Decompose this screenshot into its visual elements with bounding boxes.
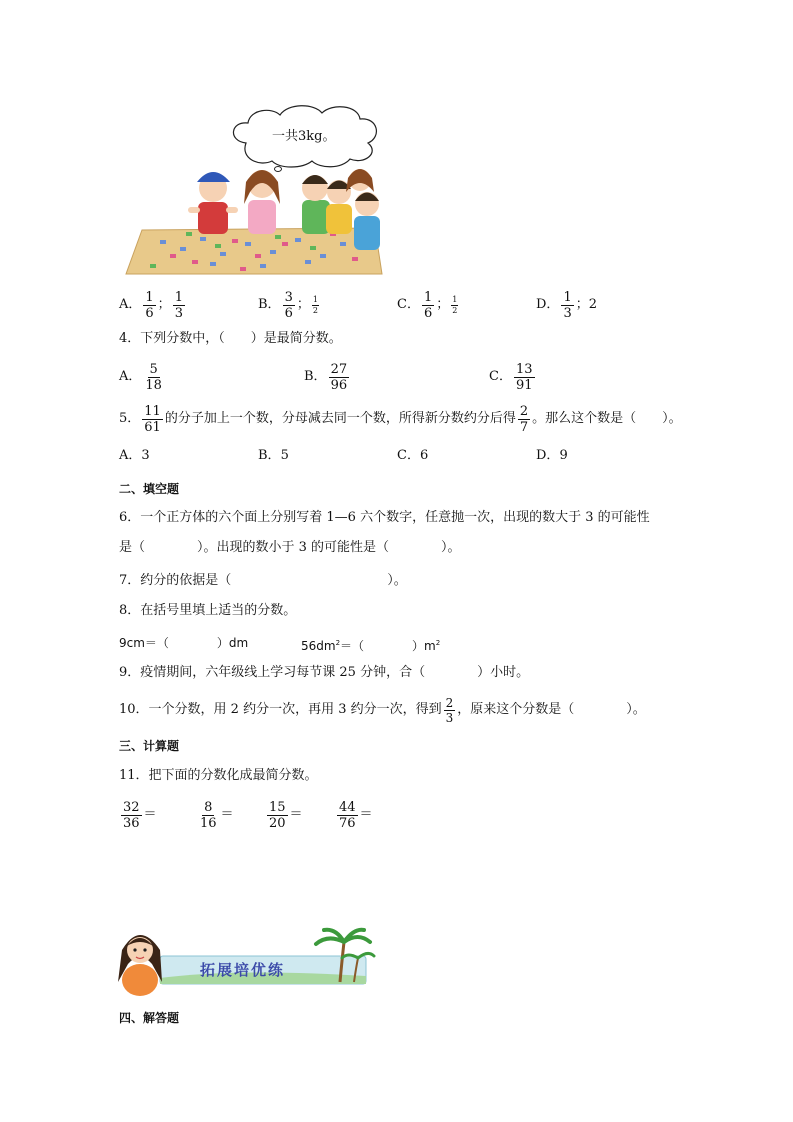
- q3-option-a[interactable]: [119, 288, 187, 322]
- q5-middle: 的分子加上一个数，分母减去同一个数，所得新分数约分后得: [164, 411, 516, 426]
- q5-stem: [119, 402, 682, 436]
- q3-option-d[interactable]: [536, 288, 597, 322]
- option-label: C．: [397, 448, 420, 463]
- option-label: C．: [397, 297, 420, 312]
- equals: ＝: [143, 807, 157, 822]
- fraction: $\frac{8}{16}$: [200, 799, 217, 831]
- speech-text: 一共3kg。: [272, 129, 336, 144]
- value: 2: [588, 297, 598, 312]
- q3-option-c[interactable]: [397, 288, 460, 322]
- fraction: $\frac{11}{61}$: [144, 403, 161, 435]
- q3-option-b[interactable]: [258, 288, 321, 322]
- q5-option-a[interactable]: [119, 448, 150, 464]
- q8-b-unit: 56dm: [301, 639, 336, 653]
- fraction: $\frac{1}{3}$: [563, 289, 572, 321]
- separator: ；: [157, 297, 171, 312]
- option-value: 9: [559, 448, 568, 463]
- q10-prefix: 10．一个分数，用 2 约分一次，再用 3 约分一次，得到: [119, 702, 442, 717]
- separator: ；: [436, 297, 450, 312]
- q8-item-b: [301, 635, 440, 654]
- q10-suffix: ，原来这个分数是（ ）。: [457, 702, 646, 717]
- fraction: $\frac{2}{7}$: [519, 403, 529, 435]
- fraction: $\frac{32}{36}$: [123, 799, 140, 831]
- option-label: D．: [536, 448, 560, 463]
- q6-line2: 是（ ）。出现的数小于 3 的可能性是（ ）。: [119, 540, 461, 555]
- separator: ；: [575, 297, 589, 312]
- fraction: $\frac{13}{91}$: [515, 361, 533, 393]
- q10: [119, 694, 646, 726]
- section-heading-4: 四、解答题: [119, 1011, 180, 1025]
- q5-option-c[interactable]: [397, 448, 428, 464]
- option-label: A．: [119, 448, 142, 463]
- q4-stem: 4．下列分数中，（ ）是最简分数。: [119, 331, 342, 346]
- option-value: 6: [419, 448, 429, 463]
- option-label: D．: [536, 297, 560, 312]
- q4-option-c[interactable]: [489, 360, 537, 394]
- fraction: $\frac{3}{6}$: [284, 289, 293, 321]
- extension-banner: [118, 920, 376, 996]
- q11-item-4: [335, 797, 373, 833]
- q11-item-3: [265, 797, 303, 833]
- fraction: $\frac{15}{20}$: [269, 799, 286, 831]
- banner-title: 拓展培优练: [200, 961, 286, 979]
- q5-option-b[interactable]: [258, 448, 289, 464]
- q5-option-d[interactable]: [536, 448, 568, 464]
- q5-suffix: 。那么这个数是（ ）。: [532, 411, 682, 426]
- option-label: B．: [304, 369, 327, 384]
- option-label: A．: [119, 297, 142, 312]
- q7: 7．约分的依据是（ ）。: [119, 573, 407, 588]
- fraction: $\frac{1}{3}$: [174, 289, 183, 321]
- fraction: $\frac{1}{6}$: [145, 289, 154, 321]
- q8-item-a: 9cm＝（ ）dm: [119, 636, 249, 650]
- section-heading-3: 三、计算题: [119, 739, 180, 753]
- fraction: $\frac{2}{3}$: [445, 695, 454, 725]
- q9: 9．疫情期间，六年级线上学习每节课 25 分钟，合（ ）小时。: [119, 665, 530, 680]
- section-heading-2: 二、填空题: [119, 482, 180, 496]
- q11-item-1: [119, 797, 157, 833]
- q11-item-2: [196, 797, 234, 833]
- q6-line1: 6．一个正方体的六个面上分别写着 1—6 六个数字，任意抛一次，出现的数大于 3 的可能性: [119, 510, 650, 525]
- q8-b-sup2: 2: [435, 639, 441, 647]
- fraction: $\frac{44}{76}$: [339, 799, 356, 831]
- option-label: C．: [489, 369, 512, 384]
- equals: ＝: [220, 807, 234, 822]
- q4-option-b[interactable]: [304, 360, 351, 394]
- separator: ；: [296, 297, 310, 312]
- equals: ＝: [289, 807, 303, 822]
- equals: ＝: [359, 807, 373, 822]
- option-label: B．: [258, 297, 281, 312]
- option-value: 3: [141, 448, 150, 463]
- fraction: $\frac{1}{6}$: [423, 289, 433, 321]
- fraction: $\frac{1}{2}$: [452, 294, 458, 315]
- option-label: A．: [119, 369, 142, 384]
- q11-stem: 11．把下面的分数化成最简分数。: [119, 768, 318, 783]
- q8-stem: 8．在括号里填上适当的分数。: [119, 603, 297, 618]
- fraction: $\frac{5}{18}$: [145, 361, 162, 393]
- q8-b-sup: 2: [335, 639, 341, 647]
- speech-cloud: [226, 103, 384, 173]
- q5-prefix: 5．: [119, 411, 141, 426]
- banner-graphic: [118, 920, 376, 996]
- option-value: 5: [280, 448, 289, 463]
- fraction: $\frac{1}{2}$: [312, 294, 318, 315]
- q8-b-mid: ＝（ ）m: [340, 639, 436, 653]
- fraction: $\frac{27}{96}$: [330, 361, 348, 393]
- option-label: B．: [258, 448, 281, 463]
- q4-option-a[interactable]: [119, 360, 166, 394]
